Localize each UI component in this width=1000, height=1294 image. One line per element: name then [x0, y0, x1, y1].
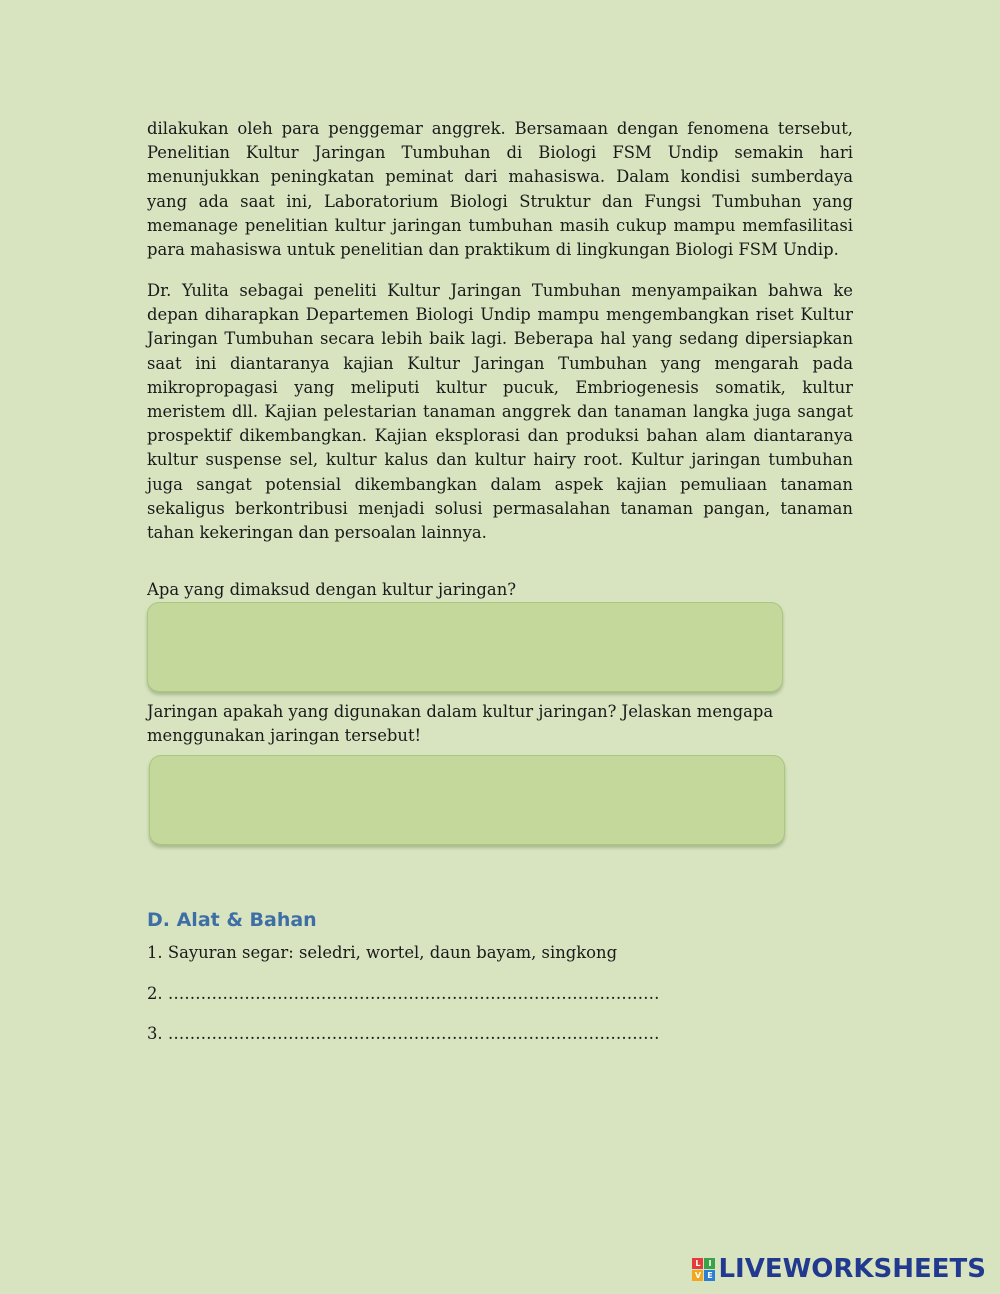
body-paragraph-2: Dr. Yulita sebagai peneliti Kultur Jaringan Tumbuhan menyampaikan bahwa ke depan diharapkan Departemen Biologi Undip mampu mengembangkan riset Kultur Jaringan Tumbuhan secara lebih baik lagi. Beberapa hal yang sedang dipersiapkan saat ini diantaranya kajian Kultur Jaringan Tumbuhan yang mengarah pada mikropropagasi yang meliputi kultur pucuk, Embriogenesis somatik, kultur meristem dll. Kajian pelestarian tanaman anggrek dan tanaman langka juga sangat prospektif dikembangkan. Kajian eksplorasi dan produksi bahan alam diantaranya kultur suspense sel, kultur kalus dan kultur hairy root. Kultur jaringan tumbuhan juga sangat potensial dikembangkan dalam aspek kajian pemuliaan tanaman sekaligus berkontribusi menjadi solusi permasalahan tanaman pangan, tanaman tahan kekeringan dan persoalan lainnya. — [147, 281, 853, 543]
question-1: Apa yang dimaksud dengan kultur jaringan? — [147, 580, 517, 599]
logo-letter-l: L — [692, 1258, 703, 1269]
list-item: 1. Sayuran segar: seledri, wortel, daun bayam, singkong — [147, 943, 618, 962]
list-item: 3. ……………………………………………………………………………… — [147, 1024, 660, 1043]
question-2: Jaringan apakah yang digunakan dalam kultur jaringan? Jelaskan mengapa menggunakan jaringan tersebut! — [147, 702, 774, 745]
answer-box-1[interactable] — [147, 602, 783, 692]
logo-letter-v: V — [692, 1270, 703, 1281]
body-paragraph-1: dilakukan oleh para penggemar anggrek. Bersamaan dengan fenomena tersebut, Penelitian Kultur Jaringan Tumbuhan di Biologi FSM Undip semakin hari menunjukkan peningkatan peminat dari mahasiswa. Dalam kondisi sumberdaya yang ada saat ini, Laboratorium Biologi Struktur dan Fungsi Tumbuhan yang memanage penelitian kultur jaringan tumbuhan masih cukup mampu memfasilitasi para mahasiswa untuk penelitian dan praktikum di lingkungan Biologi FSM Undip. — [147, 119, 853, 260]
answer-box-2[interactable] — [149, 755, 785, 845]
liveworksheets-brand[interactable] — [692, 1254, 986, 1284]
list-item: 2. ……………………………………………………………………………… — [147, 984, 660, 1003]
logo-letter-i: I — [704, 1258, 715, 1269]
logo-letter-e: E — [704, 1270, 715, 1281]
liveworksheets-logo-icon — [692, 1258, 715, 1281]
brand-name: LIVEWORKSHEETS — [718, 1254, 986, 1284]
section-title: D. Alat & Bahan — [147, 909, 317, 931]
